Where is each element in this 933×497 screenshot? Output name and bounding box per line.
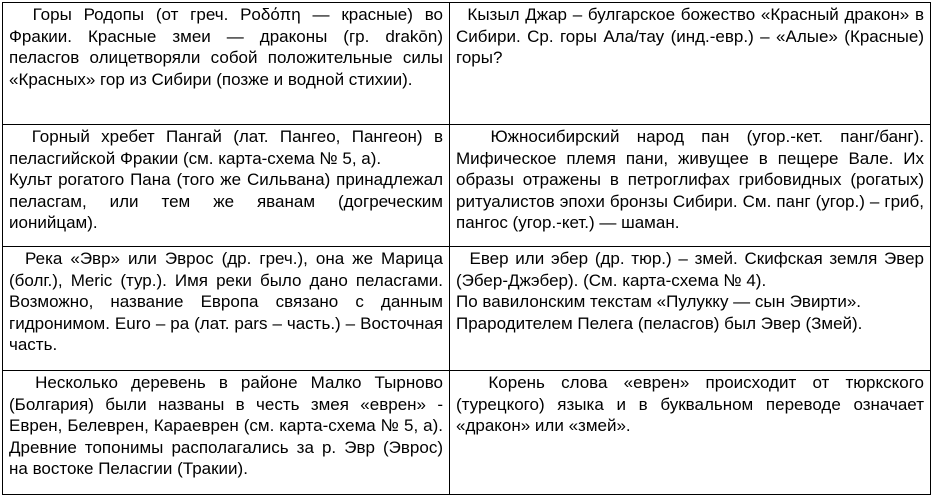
table-row [3, 3, 931, 125]
table-cell-left [3, 247, 450, 371]
document-table [2, 2, 931, 495]
table-row [3, 247, 931, 371]
table-cell-left [3, 3, 450, 125]
paragraph: Прародителем Пелега (пеласгов) был Эвер (Змей). [456, 313, 863, 333]
paragraph: Культ рогатого Пана (того же Сильвана) принадлежал пеласгам, или тем же яванам (догреческим ионийцам). [9, 170, 443, 232]
table-cell-right [450, 3, 931, 125]
paragraph: По вавилонским текстам «Пулукку — сын Эвирти». [456, 292, 862, 311]
table-row [3, 125, 931, 247]
paragraph: Несколько деревень в районе Малко Тырново (Болгария) были названы в честь змея «еврен» - Еврен, Белеврен, Караеврен (см. карта-схема № 5, а). Древние топонимы располагались за р. Эвр (Эврос) на востоке Пеласгии (Тракии). [9, 373, 443, 478]
table-cell-right [450, 125, 931, 247]
paragraph: Река «Эвр» или Эврос (др. греч.), она же Марица (болг.), Meric (тур.). Имя реки было дано пеласгами. Возможно, название Европа связано с данным гидронимом. Euro – pa (лат. pars – часть.) – Восточная часть. [9, 249, 443, 354]
paragraph: Южносибирский народ пан (угор.-кет. панг/банг). Мифическое племя пани, живущее в пещере Вале. Их образы отражены в петроглифах грибовидных (рогатых) ритуалистов эпохи бронзы Сибири. См. панг (угор.) – гриб, пангос (угор.-кет.) — шаман. [456, 127, 924, 232]
paragraph: Евер или эбер (др. тюр.) – змей. Скифская земля Эвер (Эбер-Джэбер). (См. карта-схема № 4). [456, 249, 924, 290]
table-cell-left [3, 371, 450, 495]
table-row [3, 371, 931, 495]
table-cell-left [3, 125, 450, 247]
paragraph: Горы Родопы (от греч. Ροδόπη — красные) во Фракии. Красные змеи — драконы (гр. drakōn) пеласгов олицетворяли собой положительные силы «Красных» гор из Сибири (позже и водной стихии). [9, 5, 443, 89]
paragraph: Корень слова «еврен» происходит от тюркского (турецкого) языка и в буквальном переводе означает «дракон» или «змей». [456, 373, 924, 435]
table-cell-right [450, 247, 931, 371]
paragraph: Кызыл Джар – булгарское божество «Красный дракон» в Сибири. Ср. горы Ала/тау (инд.-евр.) – «Алые» (Красные) горы? [456, 5, 924, 67]
table-cell-right [450, 371, 931, 495]
paragraph: Горный хребет Пангай (лат. Пангео, Пангеон) в пеласгийской Фракии (см. карта-схема № 5, а). [9, 127, 443, 168]
